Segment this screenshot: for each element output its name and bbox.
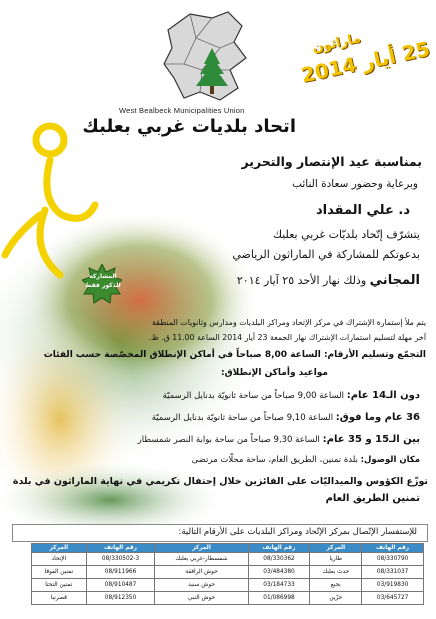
phone-cell: 01/086998 bbox=[248, 592, 310, 605]
honored-line: يتشرّف إتّحاد بلديّات غربي بعلبك bbox=[272, 228, 420, 241]
contact-table bbox=[31, 543, 424, 605]
awards-line-1: توزّع الكؤوس والميداليّات على الفائزين خلال إحتفال تكريمي في نهاية الماراثون في بلدة bbox=[12, 476, 428, 487]
phone-cell: 03/184733 bbox=[248, 579, 310, 592]
gathering-line: التجمّع وتسليم الأرقام: الساعة 8,00 صباحاً في أماكن الإنطلاق المخصّصة حسب الفئات bbox=[43, 350, 426, 360]
center-cell: حوش سنيد bbox=[155, 579, 248, 592]
center-cell: تمنين التحتا bbox=[32, 579, 87, 592]
schedule-text: الساعة 9,30 صباحاً من ساحة بوابة النصر شمسطار bbox=[137, 435, 320, 445]
occasion-line: بمناسبة عيد الإنتصار والتحرير bbox=[241, 154, 422, 169]
schedule-label: دون الـ14 عام: bbox=[346, 390, 420, 401]
phone-cell: 08/911966 bbox=[86, 566, 155, 579]
center-cell: تمنين الفوقا bbox=[32, 566, 87, 579]
marathon-title: ماراثون bbox=[310, 31, 363, 56]
badge-line-2: للذكور فقط bbox=[85, 282, 121, 289]
phone-cell: 08/910487 bbox=[86, 579, 155, 592]
free-line bbox=[237, 273, 420, 288]
phone-cell: 03/919830 bbox=[362, 579, 424, 592]
phone-cell: 08/330362 bbox=[248, 553, 310, 566]
registration-line-2: آخر مهلة لتسليم استمارات الإشتراك نهار الجمعة 23 أيار 2014 الساعة 11.00 ق. ظ. bbox=[149, 333, 426, 342]
schedule-row bbox=[138, 434, 420, 445]
column-header: رقم الهاتف bbox=[362, 544, 424, 553]
patron-name: د. علي المقداد bbox=[315, 203, 410, 218]
schedule-row bbox=[152, 412, 420, 423]
phone-cell: 08/330790 bbox=[362, 553, 424, 566]
badge-line-1: المشاركة bbox=[89, 273, 117, 280]
column-header: المركز bbox=[310, 544, 362, 553]
center-cell: شمسطار-غربي بعلبك bbox=[155, 553, 248, 566]
arrival-line bbox=[192, 455, 420, 465]
table-row bbox=[32, 566, 424, 579]
column-header: رقم الهاتف bbox=[248, 544, 310, 553]
schedule-text: الساعة 9,10 صباحاً من ساحة ثانويّة بدنايل الرسميّة bbox=[151, 413, 334, 423]
participation-badge-text bbox=[85, 272, 121, 290]
table-row bbox=[32, 579, 424, 592]
phone-cell: 03/645727 bbox=[362, 592, 424, 605]
table-row bbox=[32, 592, 424, 605]
patronage-line: وبرعاية وحضور سعادة النائب bbox=[292, 178, 418, 190]
free-word: المجاني bbox=[369, 273, 420, 288]
union-name-ar: اتحاد بلديات غربي بعلبك bbox=[82, 116, 296, 137]
contact-header-box bbox=[12, 524, 428, 542]
column-header: المركز bbox=[155, 544, 248, 553]
column-header: رقم الهاتف bbox=[86, 544, 155, 553]
region-map-logo bbox=[160, 8, 255, 106]
arrival-label: مكان الوصول: bbox=[360, 455, 420, 465]
table-row bbox=[32, 553, 424, 566]
schedule-label: 36 عام وما فوق: bbox=[335, 412, 420, 423]
center-cell: حزّين bbox=[310, 592, 362, 605]
start-times-heading: مواعيد وأماكن الإنطلاق: bbox=[221, 368, 328, 378]
invite-line: بدعوتكم للمشاركة في الماراثون الرياضي bbox=[232, 248, 420, 261]
phone-cell: 08/331037 bbox=[362, 566, 424, 579]
center-cell: طاريا bbox=[310, 553, 362, 566]
phone-cell: 08/330502-3 bbox=[86, 553, 155, 566]
arrival-text: بلدة تمنين، الطريق العام، ساحة محلّات مرتضى bbox=[191, 455, 358, 465]
center-cell: حوش الرافقة bbox=[155, 566, 248, 579]
registration-line-1: يتم ملأ إستمارة الإشتراك في مركز الإتحاد ومراكز البلديات ومدارس وثانويات المنطقة bbox=[151, 318, 426, 327]
free-line-rest: وذلك نهار الأحد ٢٥ آيار ٢٠١٤ bbox=[236, 274, 367, 287]
schedule-row bbox=[163, 390, 420, 401]
schedule-text: الساعة 9,00 صباحاً من ساحة ثانويّة بدنايل الرسميّة bbox=[162, 391, 344, 401]
center-cell: حدث بعلبك bbox=[310, 566, 362, 579]
marathon-date: 25 أيار 2014 bbox=[298, 36, 432, 88]
awards-line-2: تمنين الطريق العام bbox=[325, 493, 420, 504]
center-cell: بجبع bbox=[310, 579, 362, 592]
column-header: المركز bbox=[32, 544, 87, 553]
table-header-row bbox=[32, 544, 424, 553]
center-cell: الإتحاد bbox=[32, 553, 87, 566]
contact-header-text: للإستفسار الإتّصال بمركز الإتّحاد ومراكز البلديات على الأرقام التالية: bbox=[178, 527, 417, 537]
center-cell: حوش النبي bbox=[155, 592, 248, 605]
schedule-label: بين الـ15 و 35 عام: bbox=[322, 434, 420, 445]
union-name-en: West Bealbeck Municipalities Union bbox=[119, 106, 245, 115]
phone-cell: 08/912350 bbox=[86, 592, 155, 605]
phone-cell: 03/484380 bbox=[248, 566, 310, 579]
center-cell: قصرنبا bbox=[32, 592, 87, 605]
